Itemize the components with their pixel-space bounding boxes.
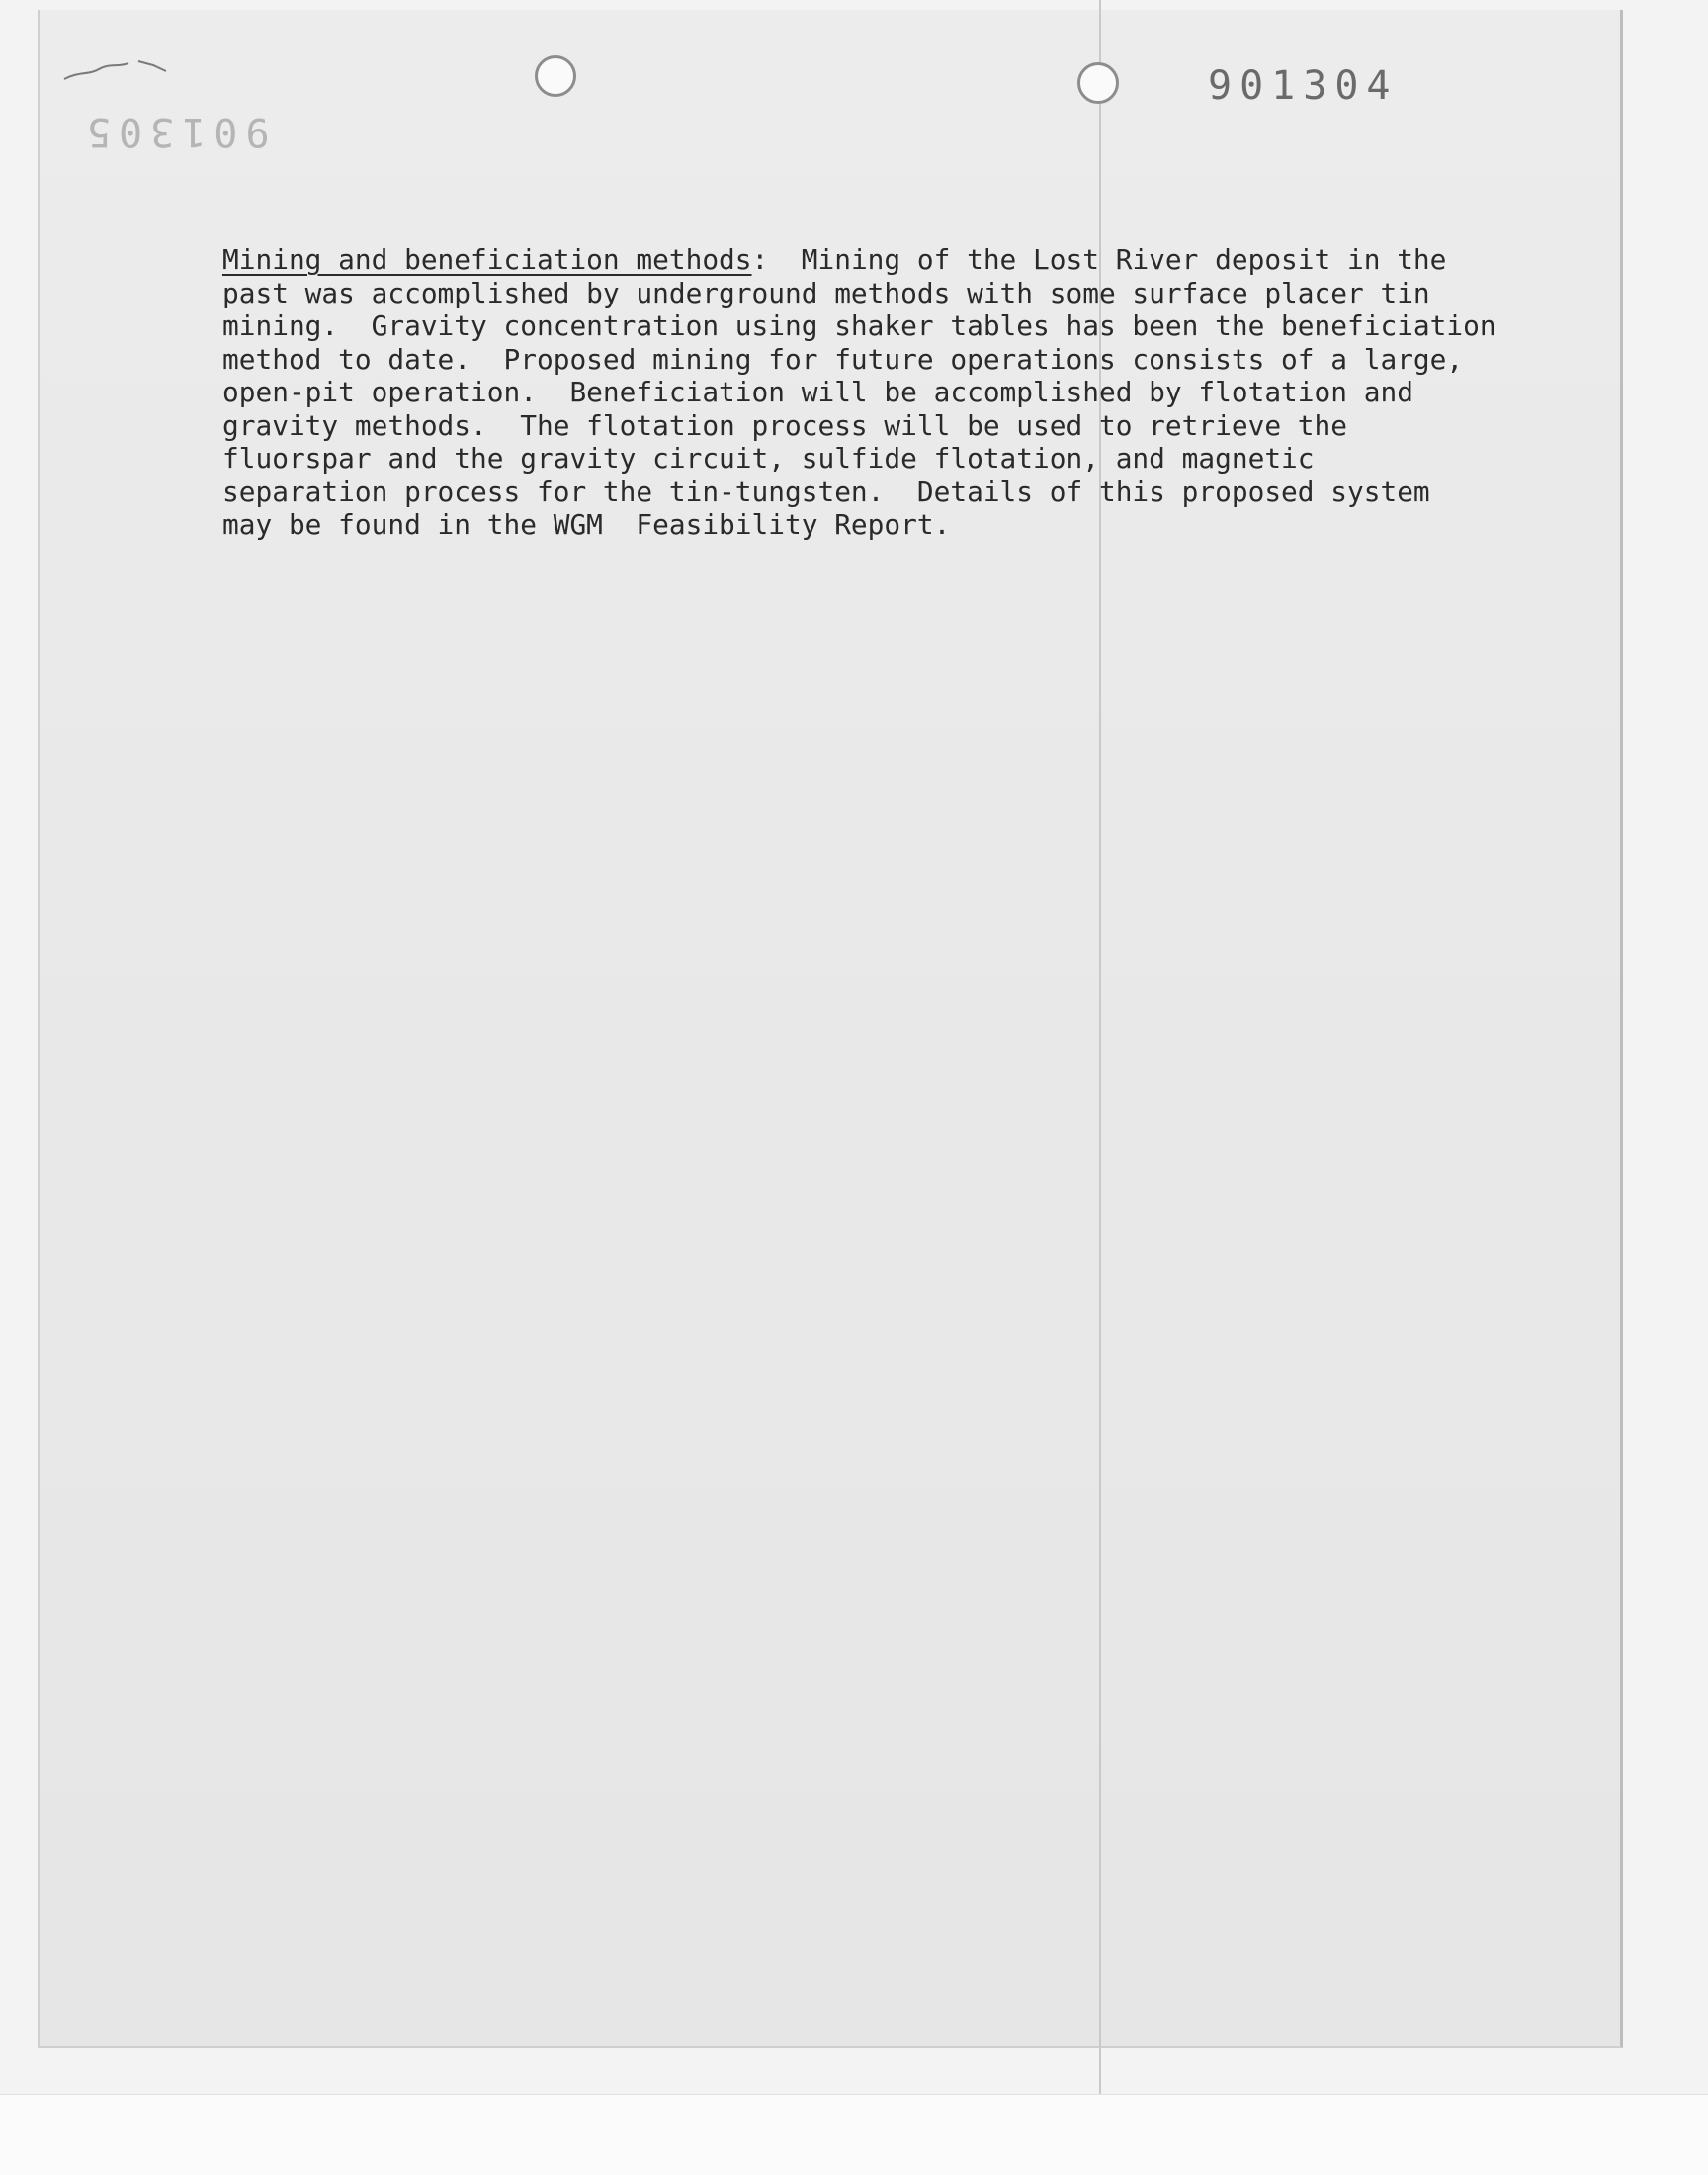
- section-heading: Mining and beneficiation methods: [222, 243, 752, 276]
- text-line-7: separation process for the tin-tungsten. Details of this proposed system: [222, 475, 1430, 508]
- punch-hole-right: [1077, 62, 1119, 104]
- text-line-5: gravity methods. The flotation process will be used to retrieve the: [222, 408, 1347, 442]
- text-line-2: mining. Gravity concentration using shaker tables has been the beneficiation: [222, 309, 1496, 342]
- text-line-4: open-pit operation. Beneficiation will be accomplished by flotation and: [222, 376, 1413, 408]
- pen-scribble-mark: [59, 49, 188, 89]
- text-line-3: method to date. Proposed mining for future operations consists of a large,: [222, 342, 1464, 376]
- punch-hole-left: [535, 55, 576, 97]
- text-line-1: past was accomplished by underground methods with some surface placer tin: [222, 276, 1430, 309]
- bleed-through-stamp-number: 901305: [79, 109, 270, 154]
- text-line-8: may be found in the WGM Feasibility Report.: [222, 508, 951, 541]
- paragraph-mining-methods: [222, 243, 1547, 542]
- heading-line-continuation: : Mining of the Lost River deposit in the: [751, 243, 1447, 276]
- document-stamp-number: 901304: [1208, 63, 1399, 109]
- scan-bottom-margin: [0, 2094, 1708, 2175]
- text-line-6: fluorspar and the gravity circuit, sulfide flotation, and magnetic: [222, 442, 1315, 475]
